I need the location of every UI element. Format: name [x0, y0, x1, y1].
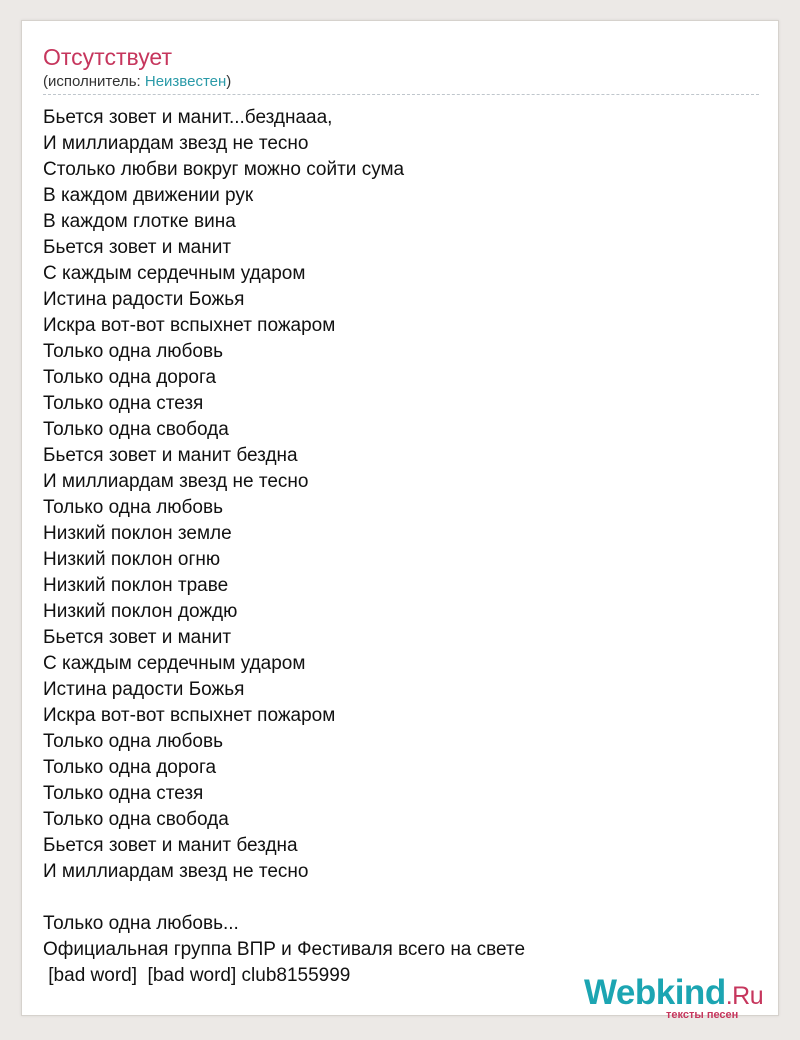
lyric-line: С каждым сердечным ударом	[43, 653, 306, 674]
logo-main-text: Webkind	[584, 973, 726, 1012]
lyric-line: И миллиардам звезд не тесно	[43, 861, 309, 882]
lyric-line: Низкий поклон дождю	[43, 601, 238, 622]
lyric-line: Бьется зовет и манит бездна	[43, 835, 298, 856]
lyric-line	[43, 885, 525, 911]
lyric-line: Низкий поклон траве	[43, 575, 229, 596]
lyric-line: Искра вот-вот вспыхнет пожаром	[43, 315, 336, 336]
lyric-line: Бьется зовет и манит бездна	[43, 445, 298, 466]
title-divider	[43, 94, 759, 95]
site-logo[interactable]	[584, 973, 784, 1023]
lyric-line: Официальная группа ВПР и Фестиваля всего на свете	[43, 939, 526, 960]
lyric-line: Только одна стезя	[43, 393, 204, 414]
lyric-line: Только одна дорога	[43, 367, 217, 388]
artist-suffix: )	[226, 73, 232, 90]
lyrics-card	[21, 20, 779, 1021]
lyric-line: В каждом движении рук	[43, 185, 254, 206]
song-title: Отсутствует	[43, 44, 172, 70]
lyric-line: Только одна любовь	[43, 731, 223, 752]
logo-tagline: тексты песен	[666, 1009, 739, 1021]
lyric-line: С каждым сердечным ударом	[43, 263, 306, 284]
logo-domain-text: .Ru	[725, 982, 764, 1010]
artist-prefix: (исполнитель:	[43, 73, 145, 90]
lyric-line: Низкий поклон огню	[43, 549, 221, 570]
lyric-line: Только одна дорога	[43, 757, 217, 778]
lyric-line: Истина радости Божья	[43, 289, 245, 310]
artist-link[interactable]: Неизвестен	[144, 73, 227, 90]
lyric-line: Только одна стезя	[43, 783, 204, 804]
lyrics-body	[43, 105, 525, 989]
lyric-line: Столько любви вокруг можно сойти сума	[43, 159, 405, 180]
lyric-line: Низкий поклон земле	[43, 523, 232, 544]
lyric-line: Только одна свобода	[43, 809, 229, 830]
lyric-line: И миллиардам звезд не тесно	[43, 471, 309, 492]
lyric-line: Бьется зовет и манит...безднааа,	[43, 107, 333, 128]
lyric-line: Искра вот-вот вспыхнет пожаром	[43, 705, 336, 726]
lyric-line: Только одна свобода	[43, 419, 229, 440]
artist-line	[43, 73, 231, 91]
lyric-line: Только одна любовь...	[43, 913, 239, 934]
lyric-line: Бьется зовет и манит	[43, 627, 232, 648]
lyric-line: Только одна любовь	[43, 497, 223, 518]
lyric-line: [bad word] [bad word] club8155999	[43, 965, 351, 986]
lyric-line: Только одна любовь	[43, 341, 223, 362]
lyric-line: В каждом глотке вина	[43, 211, 236, 232]
lyric-line: И миллиардам звезд не тесно	[43, 133, 309, 154]
lyric-line: Бьется зовет и манит	[43, 237, 232, 258]
lyric-line: Истина радости Божья	[43, 679, 245, 700]
